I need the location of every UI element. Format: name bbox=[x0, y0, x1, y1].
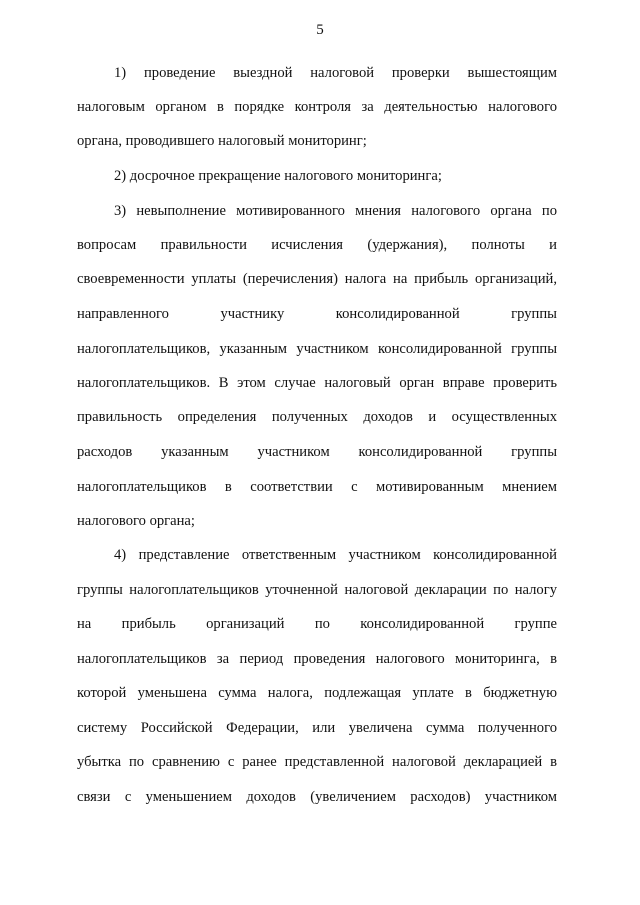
text-line: которой уменьшена сумма налога, подлежащая уплате в бюджетную bbox=[77, 685, 557, 701]
text-line: 2) досрочное прекращение налогового мониторинга; bbox=[114, 168, 442, 184]
text-line: вопросам правильности исчисления (удержания), полноты и bbox=[77, 237, 557, 253]
text-line: налогоплательщиков. В этом случае налоговый орган вправе проверить bbox=[77, 375, 557, 391]
text-line: группы налогоплательщиков уточненной налоговой декларации по налогу bbox=[77, 582, 557, 598]
text-line: убытка по сравнению с ранее представленной налоговой декларацией в bbox=[77, 754, 557, 770]
text-line: на прибыль организаций по консолидированной группе bbox=[77, 616, 557, 632]
text-line: расходов указанным участником консолидированной группы bbox=[77, 444, 557, 460]
text-line: органа, проводившего налоговый мониторинг; bbox=[77, 133, 367, 149]
page-number: 5 bbox=[316, 22, 324, 38]
text-line: систему Российской Федерации, или увеличена сумма полученного bbox=[77, 720, 557, 736]
text-line: налогового органа; bbox=[77, 513, 195, 529]
text-line: налогоплательщиков за период проведения налогового мониторинга, в bbox=[77, 651, 557, 667]
text-line: 3) невыполнение мотивированного мнения налогового органа по bbox=[114, 203, 557, 219]
text-line: связи с уменьшением доходов (увеличением расходов) участником bbox=[77, 789, 557, 805]
text-line: налогоплательщиков в соответствии с мотивированным мнением bbox=[77, 479, 557, 495]
text-line: направленного участнику консолидированной группы bbox=[77, 306, 557, 322]
text-line: налоговым органом в порядке контроля за деятельностью налогового bbox=[77, 99, 557, 115]
text-line: 4) представление ответственным участником консолидированной bbox=[114, 547, 557, 563]
text-line: правильность определения полученных доходов и осуществленных bbox=[77, 409, 557, 425]
text-line: 1) проведение выездной налоговой проверки вышестоящим bbox=[114, 65, 557, 81]
text-line: налогоплательщиков, указанным участником консолидированной группы bbox=[77, 341, 557, 357]
text-line: своевременности уплаты (перечисления) налога на прибыль организаций, bbox=[77, 271, 557, 287]
